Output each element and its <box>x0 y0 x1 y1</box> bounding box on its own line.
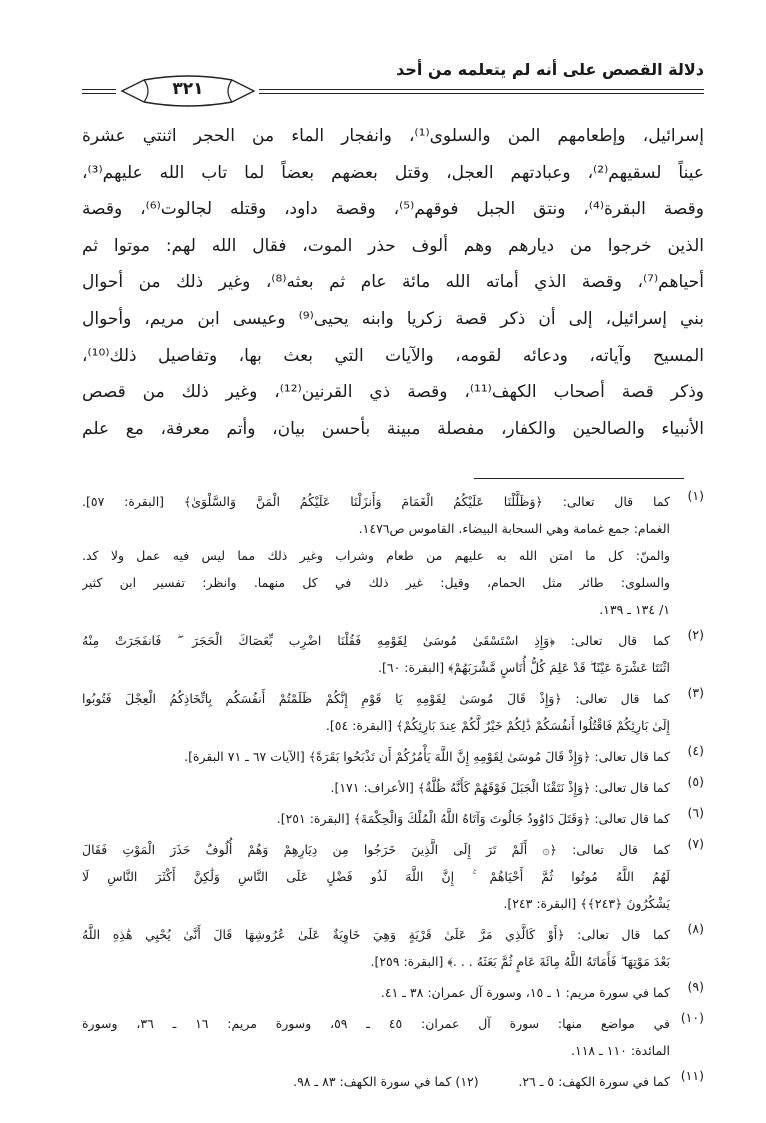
footnote <box>82 1068 704 1095</box>
running-title: دلالة القصص على أنه لم يتعلمه من أحد <box>396 60 704 79</box>
footnote <box>82 743 704 770</box>
footnote <box>82 836 704 917</box>
footnote-line: كما في سورة مريم: ١ ـ ١٥، وسورة آل عمران: ٣٨ ـ ٤١. <box>380 985 670 1000</box>
footnote-line: كما قال تعالى: ﴿وَإِذْ قَالَ مُوسَىٰ لِقَوْمِهِ يَا قَوْمِ إِنَّكُمْ ظَلَمْتُمْ أَنفُسَكُم بِاتِّخَاذِكُمُ الْعِجْلَ فَتُوبُوا <box>82 691 670 706</box>
footnote-line: والمنّ: كل ما امتن الله به عليهم من طعام وشراب وغير ذلك مما ليس فيه عمل ولا كد. <box>82 548 670 563</box>
footnote-number: (٩) <box>687 979 704 994</box>
footnotes <box>82 488 704 1099</box>
footnote-number: (٧) <box>687 836 704 851</box>
footnote-line: ١/ ١٣٤ ـ ١٣٩. <box>599 602 670 617</box>
footnote-number: (٥) <box>687 774 704 789</box>
footnote-line: كما قال تعالى: ﴿وَإِذْ قَالَ مُوسَىٰ لِقَوْمِهِ إِنَّ اللَّهَ يَأْمُرُكُمْ أَن تَذْبَحُوا بَقَرَةً﴾ [الآيات ٦٧ ـ ٧١ البقرة]. <box>184 749 670 764</box>
footnote-number: (٦) <box>687 805 704 820</box>
footnote-line: كما قال تعالى: ﴿أَوْ كَالَّذِي مَرَّ عَلَىٰ قَرْيَةٍ وَهِيَ خَاوِيَةٌ عَلَىٰ عُرُوشِهَا قَالَ أَنَّىٰ يُحْيِي هَٰذِهِ اللَّهُ <box>82 927 670 942</box>
footnote-line: إِلَىٰ بَارِئِكُمْ فَاقْتُلُوا أَنفُسَكُمْ ذَٰلِكُمْ خَيْرٌ لَّكُمْ عِندَ بَارِئِكُمْ﴾ [البقرة: ٥٤]. <box>325 718 670 733</box>
footnote-number: (١) <box>687 488 704 503</box>
footnote <box>82 627 704 681</box>
header-rule <box>259 89 704 90</box>
footnote <box>82 774 704 801</box>
page-number: ٣٢١ <box>172 79 204 99</box>
footnote <box>82 979 704 1006</box>
page-number-badge <box>118 74 258 108</box>
footnote-line: كما قال تعالى: ﴿وَإِذِ اسْتَسْقَىٰ مُوسَىٰ لِقَوْمِهِ فَقُلْنَا اضْرِب بِّعَصَاكَ الْحَجَرَ ۖ فَانفَجَرَتْ مِنْهُ <box>82 633 670 648</box>
footnote-number: (١١) <box>680 1068 704 1083</box>
footnote-number: (٨) <box>687 921 704 936</box>
text-line: إسرائيل، وإطعامهم المن والسلوى⁽¹⁾، وانفجار الماء من الحجر اثنتي عشرة <box>82 126 704 146</box>
text-line: بني إسرائيل، إلى أن ذكر قصة زكريا وابنه يحيى⁽⁹⁾ وعيسى ابن مريم، وأحوال <box>82 308 704 329</box>
footnote <box>82 1010 704 1064</box>
footnote-number: (٤) <box>687 743 704 758</box>
footnote-line: في مواضع منها: سورة آل عمران: ٤٥ ـ ٥٩، وسورة مريم: ١٦ ـ ٣٦، وسورة <box>82 1016 670 1031</box>
footnote-line: اثْنَتَا عَشْرَةَ عَيْنًا ۖ قَدْ عَلِمَ كُلُّ أُنَاسٍ مَّشْرَبَهُمْ﴾ [البقرة: ٦٠]. <box>378 660 670 675</box>
footnote-line: كما قال تعالى: ﴿وَإِذْ نَتَقْنَا الْجَبَلَ فَوْقَهُمْ كَأَنَّهُ ظُلَّةٌ﴾ [الأعراف: ١٧١]. <box>330 780 670 795</box>
footnote-line: كما قال تعالى: ﴿وَظَلَّلْنَا عَلَيْكُمُ الْغَمَامَ وَأَنزَلْنَا عَلَيْكُمُ الْمَنَّ وَالسَّلْوَىٰ﴾ [البقرة: ٥٧]. <box>82 494 670 509</box>
header-rule <box>82 89 116 90</box>
footnote-line: المائدة: ١١٠ ـ ١١٨. <box>571 1043 670 1058</box>
page-header <box>82 52 704 102</box>
footnote-line: كما في سورة الكهف: ٥ ـ ٢٦. (١٢) كما في سورة الكهف: ٨٣ ـ ٩٨. <box>293 1074 670 1089</box>
footnote-line: بَعْدَ مَوْتِهَا ۖ فَأَمَاتَهُ اللَّهُ مِائَةَ عَامٍ ثُمَّ بَعَثَهُ . . .﴾ [البقرة: ٢٥٩]. <box>370 954 670 969</box>
footnote-line: كما قال تعالى: ﴿۞ أَلَمْ تَرَ إِلَى الَّذِينَ خَرَجُوا مِن دِيَارِهِمْ وَهُمْ أُلُوفٌ حَذَرَ الْمَوْتِ فَقَالَ <box>82 842 670 857</box>
text-line: أحياهم⁽⁷⁾، وقصة الذي أماته الله مائة عام ثم بعثه⁽⁸⁾، وغير ذلك من أحوال <box>82 272 704 293</box>
text-line: عيناً لسقيهم⁽²⁾، وعبادتهم العجل، وقتل بعضهم بعضاً لما تاب الله عليهم⁽³⁾، <box>82 162 704 183</box>
text-line: المسيح وآياته، ودعائه لقومه، والآيات التي بعث بها، وتفاصيل ذلك⁽¹⁰⁾، <box>82 345 704 366</box>
footnote-separator <box>474 478 684 479</box>
footnote <box>82 685 704 739</box>
footnote <box>82 805 704 832</box>
header-rule <box>259 93 704 94</box>
footnote-number: (٢) <box>687 627 704 642</box>
text-line: وقصة البقرة⁽⁴⁾، ونتق الجبل فوقهم⁽⁵⁾، وقصة داود، وقتله لجالوت⁽⁶⁾، وقصة <box>82 199 704 220</box>
text-line: وذكر قصة أصحاب الكهف⁽¹¹⁾، وقصة ذي القرنين⁽¹²⁾، وغير ذلك من قصص <box>82 382 704 403</box>
footnote-line: يَشْكُرُونَ ﴿٢٤٣﴾﴾ [البقرة: ٢٤٣]. <box>503 896 670 911</box>
footnote-line: والسلوى: طائر مثل الحمام، وقيل: غير ذلك في كل منهما. وانظر: تفسير ابن كثير <box>82 575 670 590</box>
footnote <box>82 921 704 975</box>
footnote <box>82 488 704 623</box>
body-text <box>82 118 704 447</box>
footnote-line: الغمام: جمع غمامة وهي السحابة البيضاء. القاموس ص١٤٧٦. <box>358 521 670 536</box>
footnote-line: كما قال تعالى: ﴿وَقَتَلَ دَاوُودُ جَالُوتَ وَآتَاهُ اللَّهُ الْمُلْكَ وَالْحِكْمَةَ﴾ [البقرة: ٢٥١]. <box>276 811 670 826</box>
footnote-number: (٣) <box>687 685 704 700</box>
text-line: الذين خرجوا من ديارهم وهم ألوف حذر الموت، فقال الله لهم: موتوا ثم <box>82 235 704 256</box>
footnote-number: (١٠) <box>680 1010 704 1025</box>
header-rule <box>82 93 116 94</box>
text-line: الأنبياء والصالحين والكفار، مفصلة مبينة بأحسن بيان، وأتم معرفة، مع علم <box>82 418 704 439</box>
footnote-line: لَهُمُ اللَّهُ مُوتُوا ثُمَّ أَحْيَاهُمْ ۚ إِنَّ اللَّهَ لَذُو فَضْلٍ عَلَى النَّاسِ وَلَٰكِنَّ أَكْثَرَ النَّاسِ لَا <box>82 869 670 884</box>
